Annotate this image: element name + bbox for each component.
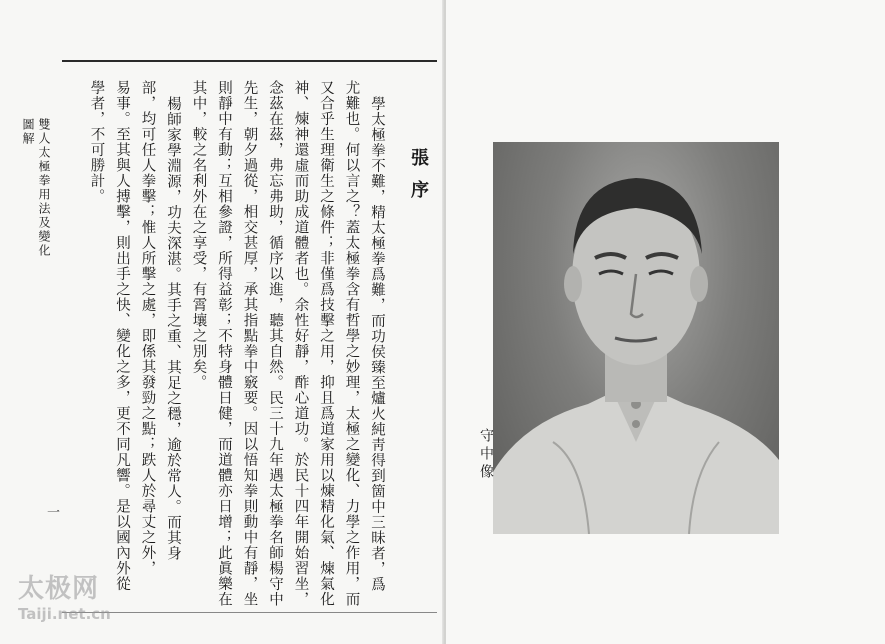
text-column: 又合乎生理衛生之條件；非僅爲技擊之用，抑且爲道家用以煉精化氣、煉氣化 — [318, 80, 334, 607]
text-column: 易事。至其與人搏擊，則出手之快、變化之多，更不同凡響。是以國內外從 — [114, 80, 130, 592]
bottom-rule — [62, 612, 437, 613]
text-column: 先生，朝夕過從，相交甚厚，承其指點拳中竅要。因以悟知拳則動中有靜，坐 — [241, 80, 258, 607]
text-column: 楊師家學淵源，功夫深湛。其手之重、其足之穩，逾於常人。而其身 — [165, 96, 181, 561]
text-column: 學太極拳不難，精太極拳爲難，而功侯臻至爐火純靑得到箇中三昧者，爲 — [369, 96, 385, 592]
text-column: 神、煉神還虛而助成道體者也。余性好靜，酢心道功。於民十四年開始習坐， — [292, 80, 309, 607]
page-number: 一 — [44, 505, 59, 519]
running-head-title: 雙人太極拳用法及變化 — [37, 118, 51, 258]
portrait-illustration — [493, 142, 779, 534]
photo-caption: 守中像 — [478, 428, 494, 482]
text-column: 念茲在茲，弗忘弗助，循序以進，聽其自然。民三十九年遇太極拳名師楊守中 — [267, 80, 283, 607]
text-column: 尤難也。何以言之？蓋太極拳含有哲學之妙理，太極之變化、力學之作用，而 — [343, 80, 360, 607]
preface-heading: 張序 — [408, 148, 429, 212]
top-rule — [62, 60, 437, 62]
watermark-url: Taiji.net.cn — [18, 605, 111, 623]
watermark-text: 太极网 — [18, 574, 100, 604]
portrait-photo — [493, 142, 779, 534]
site-watermark — [18, 568, 111, 623]
text-column: 其中，較之名利外在之享受，有霄壤之別矣。 — [190, 80, 207, 390]
running-head-subtitle: 圖解 — [21, 118, 35, 146]
text-column: 學者，不可勝計。 — [88, 80, 105, 204]
text-column: 部，均可任人拳擊；惟人所擊之處，即係其發勁之點；跌人於尋丈之外， — [139, 80, 156, 576]
text-column: 則靜中有動；互相參證，所得益彰；不特身體日健，而道體亦日增；此眞樂在 — [216, 80, 232, 607]
